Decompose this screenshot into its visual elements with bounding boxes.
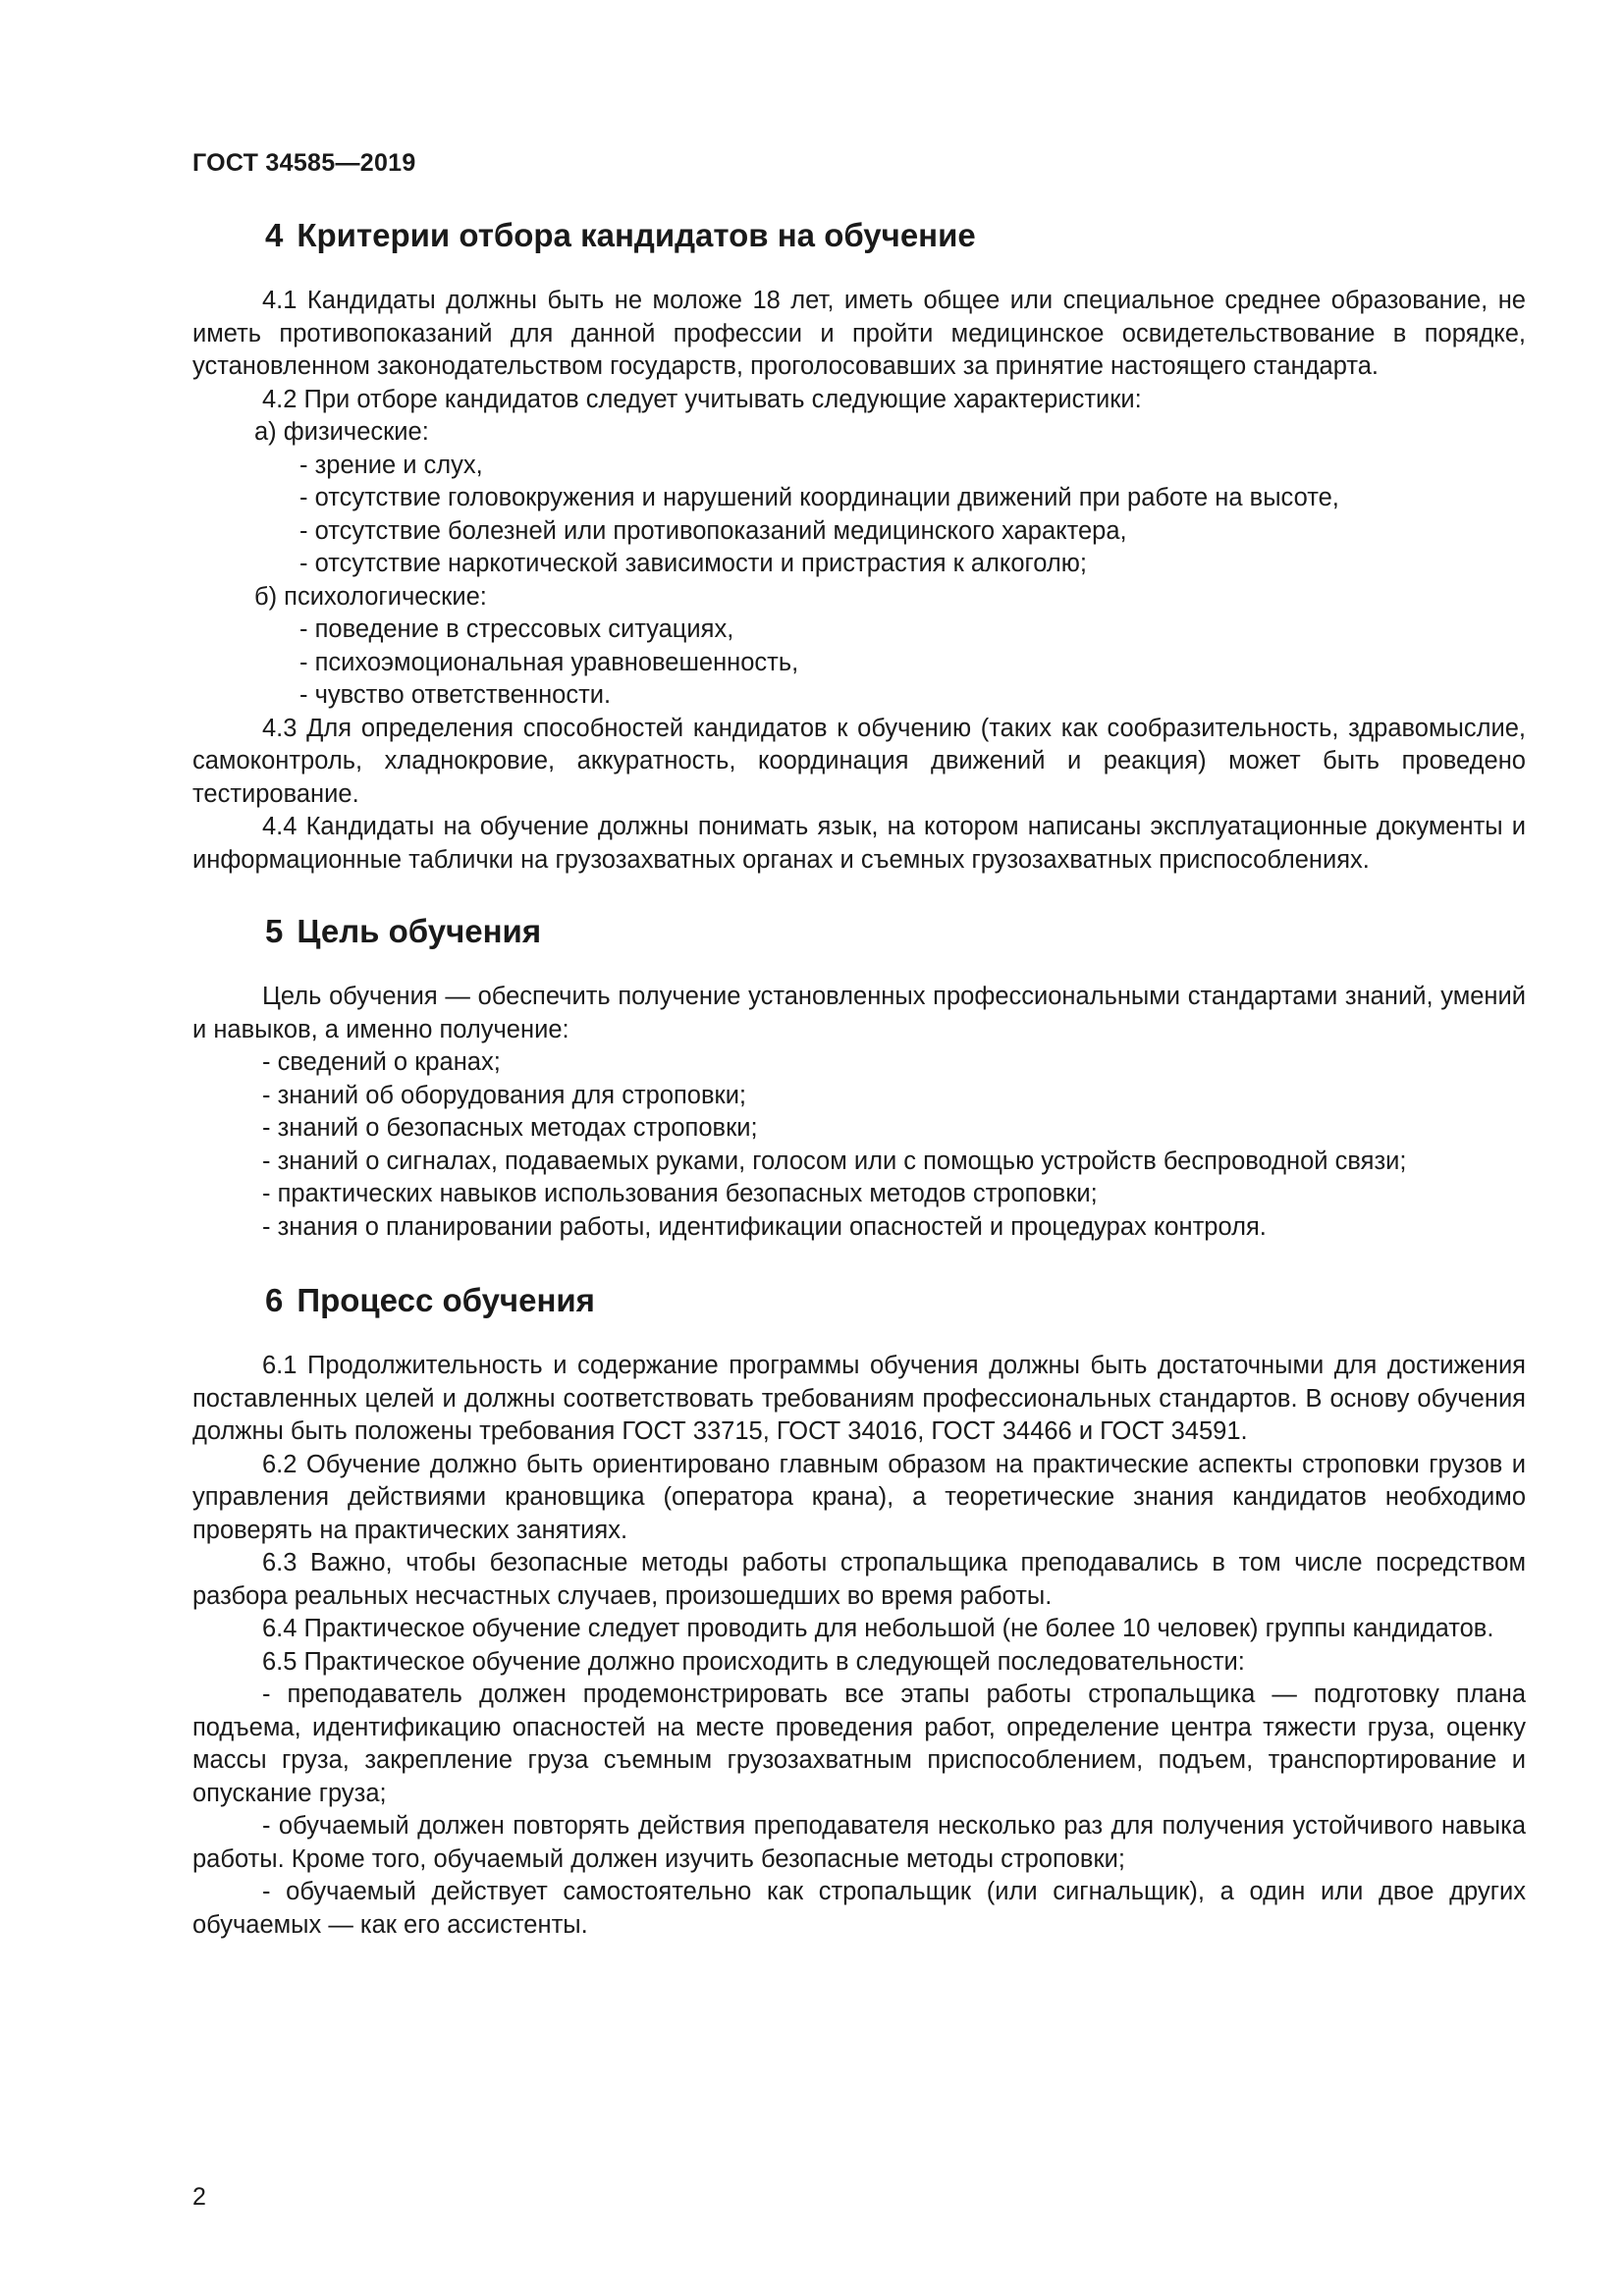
section-4-heading — [192, 216, 1526, 255]
paragraph-4-4: 4.4 Кандидаты на обучение должны понимать язык, на котором написаны эксплуатационные документы и информационные таблички на грузозахватных органах и съемных грузозахватных приспособлениях. — [192, 813, 1526, 874]
list-item: - отсутствие болезней или противопоказаний медицинского характера, — [299, 516, 1127, 545]
list-item: - поведение в стрессовых ситуациях, — [299, 615, 734, 643]
paragraph-5-intro: Цель обучения — обеспечить получение установленных профессиональными стандартами знаний, умений и навыков, а именно получение: — [192, 983, 1526, 1043]
paragraph-4-1: 4.1 Кандидаты должны быть не моложе 18 лет, иметь общее или специальное среднее образование, не иметь противопоказаний для данной профессии и пройти медицинское освидетельствование в порядке, установленном законодательством государств, проголосовавших за принятие настоящего стандарта. — [192, 287, 1526, 380]
list-item: - преподаватель должен продемонстрировать все этапы работы стропальщика — подготовку плана подъема, идентификацию опасностей на месте проведения работ, определение центра тяжести груза, оценку массы груза, закрепление груза съемным грузозахватным приспособлением, подъем, транспортирование и опускание груза; — [192, 1681, 1526, 1807]
list-item: - психоэмоциональная уравновешенность, — [299, 648, 799, 676]
section-spacer — [192, 877, 1526, 912]
section-title: Процесс обучения — [297, 1282, 595, 1318]
list-item: - отсутствие наркотической зависимости и пристрастия к алкоголю; — [299, 550, 1088, 577]
list-item: - обучаемый действует самостоятельно как стропальщик (или сигнальщик), а один или двое других обучаемых — как его ассистенты. — [192, 1878, 1526, 1939]
document-body — [192, 216, 1526, 1942]
paragraph-6-2: 6.2 Обучение должно быть ориентировано главным образом на практические аспекты строповки грузов и управления действиями крановщика (оператора крана), а теоретические знания кандидатов необходимо проверять на практических занятиях. — [192, 1450, 1526, 1544]
paragraph-6-4: 6.4 Практическое обучение следует проводить для небольшой (не более 10 человек) группы кандидатов. — [262, 1615, 1494, 1642]
paragraph-4-3: 4.3 Для определения способностей кандидатов к обучению (таких как сообразительность, здравомыслие, самоконтроль, хладнокровие, аккуратность, координация движений и реакция) может быть проведено тестирование. — [192, 714, 1526, 808]
section-number: 4 — [265, 217, 284, 253]
section-5-heading — [192, 912, 1526, 951]
paragraph-4-2: 4.2 При отборе кандидатов следует учитывать следующие характеристики: — [262, 385, 1142, 413]
list-item: - знания о планировании работы, идентификации опасностей и процедурах контроля. — [262, 1212, 1267, 1241]
paragraph-6-5: 6.5 Практическое обучение должно происходить в следующей последовательности: — [262, 1647, 1245, 1676]
list-item: - отсутствие головокружения и нарушений координации движений при работе на высоте, — [299, 484, 1339, 511]
document-header: ГОСТ 34585—2019 — [192, 149, 416, 177]
list-item: - практических навыков использования безопасных методов строповки; — [262, 1180, 1098, 1207]
section-title: Критерии отбора кандидатов на обучение — [297, 217, 976, 253]
list-label-psychological: б) психологические: — [254, 582, 487, 611]
section-title: Цель обучения — [297, 913, 542, 949]
section-number: 6 — [265, 1282, 284, 1318]
list-item: - знаний о сигналах, подаваемых руками, голосом или с помощью устройств беспроводной связи; — [262, 1147, 1407, 1175]
list-item: - сведений о кранах; — [262, 1048, 501, 1076]
page-number: 2 — [192, 2183, 206, 2211]
list-item: - зрение и слух, — [299, 451, 483, 479]
list-item: - знаний об оборудования для строповки; — [262, 1081, 747, 1109]
paragraph-6-3: 6.3 Важно, чтобы безопасные методы работы стропальщика преподавались в том числе посредством разбора реальных несчастных случаев, произошедших во время работы. — [192, 1549, 1526, 1610]
list-item: - знаний о безопасных методах строповки; — [262, 1114, 758, 1142]
paragraph-6-1: 6.1 Продолжительность и содержание программы обучения должны быть достаточными для достижения поставленных целей и должны соответствовать требованиям профессиональных стандартов. В основу обучения должны быть положены требования ГОСТ 33715, ГОСТ 34016, ГОСТ 34466 и ГОСТ 34591. — [192, 1352, 1526, 1445]
list-item: - чувство ответственности. — [299, 681, 612, 709]
list-item: - обучаемый должен повторять действия преподавателя несколько раз для получения устойчивого навыка работы. Кроме того, обучаемый должен изучить безопасные методы строповки; — [192, 1812, 1526, 1873]
section-6-heading — [192, 1281, 1526, 1320]
list-label-physical: а) физические: — [254, 418, 429, 446]
section-spacer — [192, 1244, 1526, 1281]
section-number: 5 — [265, 913, 284, 949]
